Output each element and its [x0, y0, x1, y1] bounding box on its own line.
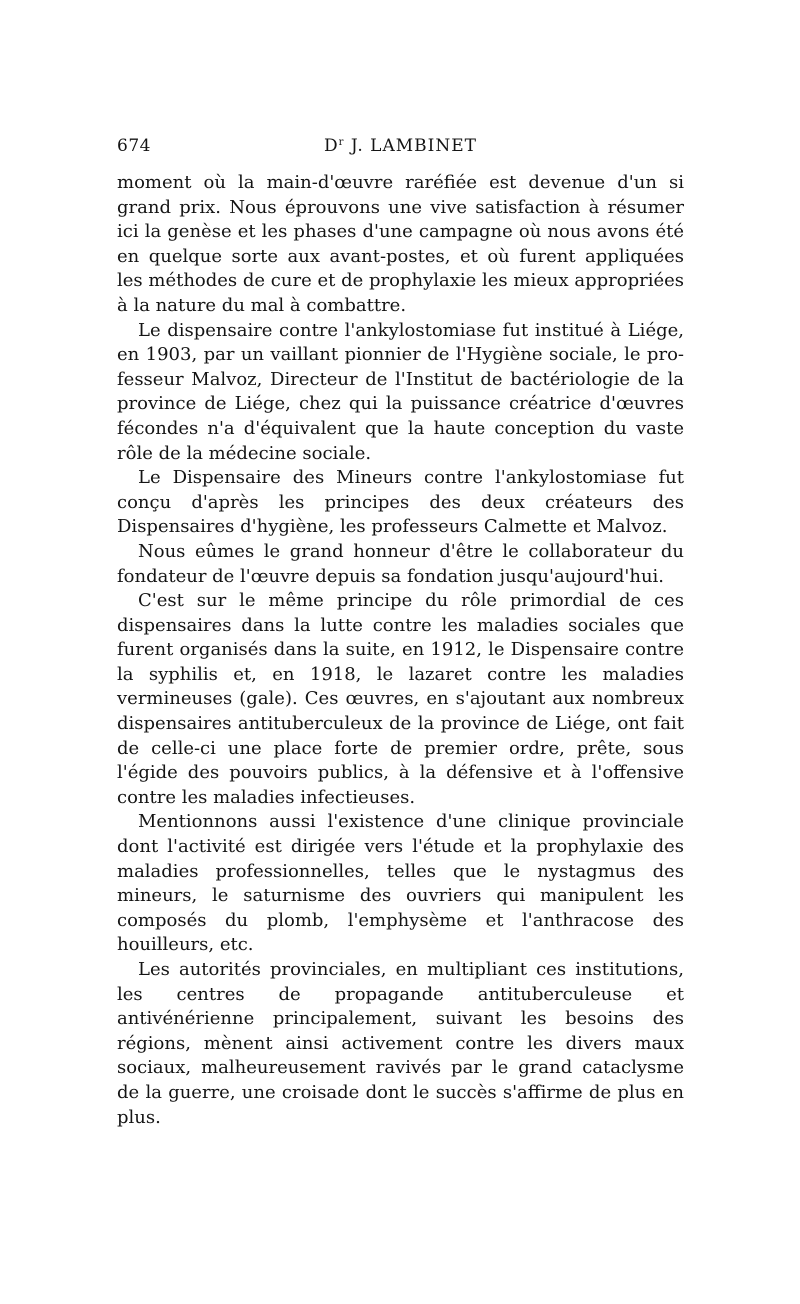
paragraph-collaborateur: Nous eûmes le grand honneur d'être le collaborateur du fondateur de l'œuvre depuis sa fondation jusqu'aujourd'hui.	[117, 540, 684, 587]
paragraph-dispensaire-ankylostomiase: Le dispensaire contre l'ankylostomiase fut institué à Liége, en 1903, par un vaillant pionnier de l'Hygiène sociale, le professeur Malvoz, Directeur de l'Institut de bactériologie de la province de Liége, chez qui la puissance créatrice d'œuvres fécondes n'a d'équivalent que la haute conception du vaste rôle de la médecine sociale.	[117, 319, 684, 464]
title-prefix: D	[324, 136, 339, 156]
paragraph-clinique: Mentionnons aussi l'existence d'une clinique provinciale dont l'activité est dirigée vers l'étude et la prophylaxie des maladies professionnelles, telles que le nystagmus des mineurs, le saturnisme des ouvriers qui manipulent les composés du plomb, l'emphysème et l'anthracose des houilleurs, etc.	[117, 811, 684, 956]
body-text	[117, 171, 684, 1130]
page-header	[117, 136, 684, 160]
running-title	[117, 136, 684, 156]
paragraph-continuation: moment où la main-d'œuvre raréfiée est devenue d'un si grand prix. Nous éprouvons une vive satisfaction à résumer ici la genèse et les phases d'une campagne où nous avons été en quelque sorte aux avant-postes, et où furent appliquées les méthodes de cure et de prophylaxie les mieux appropriées à la nature du mal à combattre.	[117, 172, 684, 316]
author-name: J. LAMBINET	[344, 136, 477, 156]
paragraph-principe: C'est sur le même principe du rôle primordial de ces dispensaires dans la lutte contre les maladies sociales que furent organisés dans la suite, en 1912, le Dispensaire contre la syphilis et, en 1918, le lazaret contre les maladies vermineuses (gale). Ces œuvres, en s'ajoutant aux nombreux dispensaires antituberculeux de la province de Liége, ont fait de celle-ci une place forte de premier ordre, prête, sous l'égide des pouvoirs publics, à la défensive et à l'offensive contre les maladies infectieuses.	[117, 590, 684, 808]
paragraph-autorites: Les autorités provinciales, en multipliant ces institutions, les centres de propagande antituberculeuse et antivénérienne principalement, suivant les besoins des régions, mènent ainsi activement contre les divers maux sociaux, malheureusement ravivés par le grand cataclysme de la guerre, une croisade dont le succès s'affirme de plus en plus.	[117, 959, 684, 1128]
paragraph-dispensaire-mineurs: Le Dispensaire des Mineurs contre l'ankylostomiase fut conçu d'après les principes des deux créateurs des Dispensaires d'hygiène, les professeurs Calmette et Malvoz.	[117, 467, 684, 538]
title-superscript: r	[338, 137, 345, 148]
page-number: 674	[117, 136, 151, 156]
